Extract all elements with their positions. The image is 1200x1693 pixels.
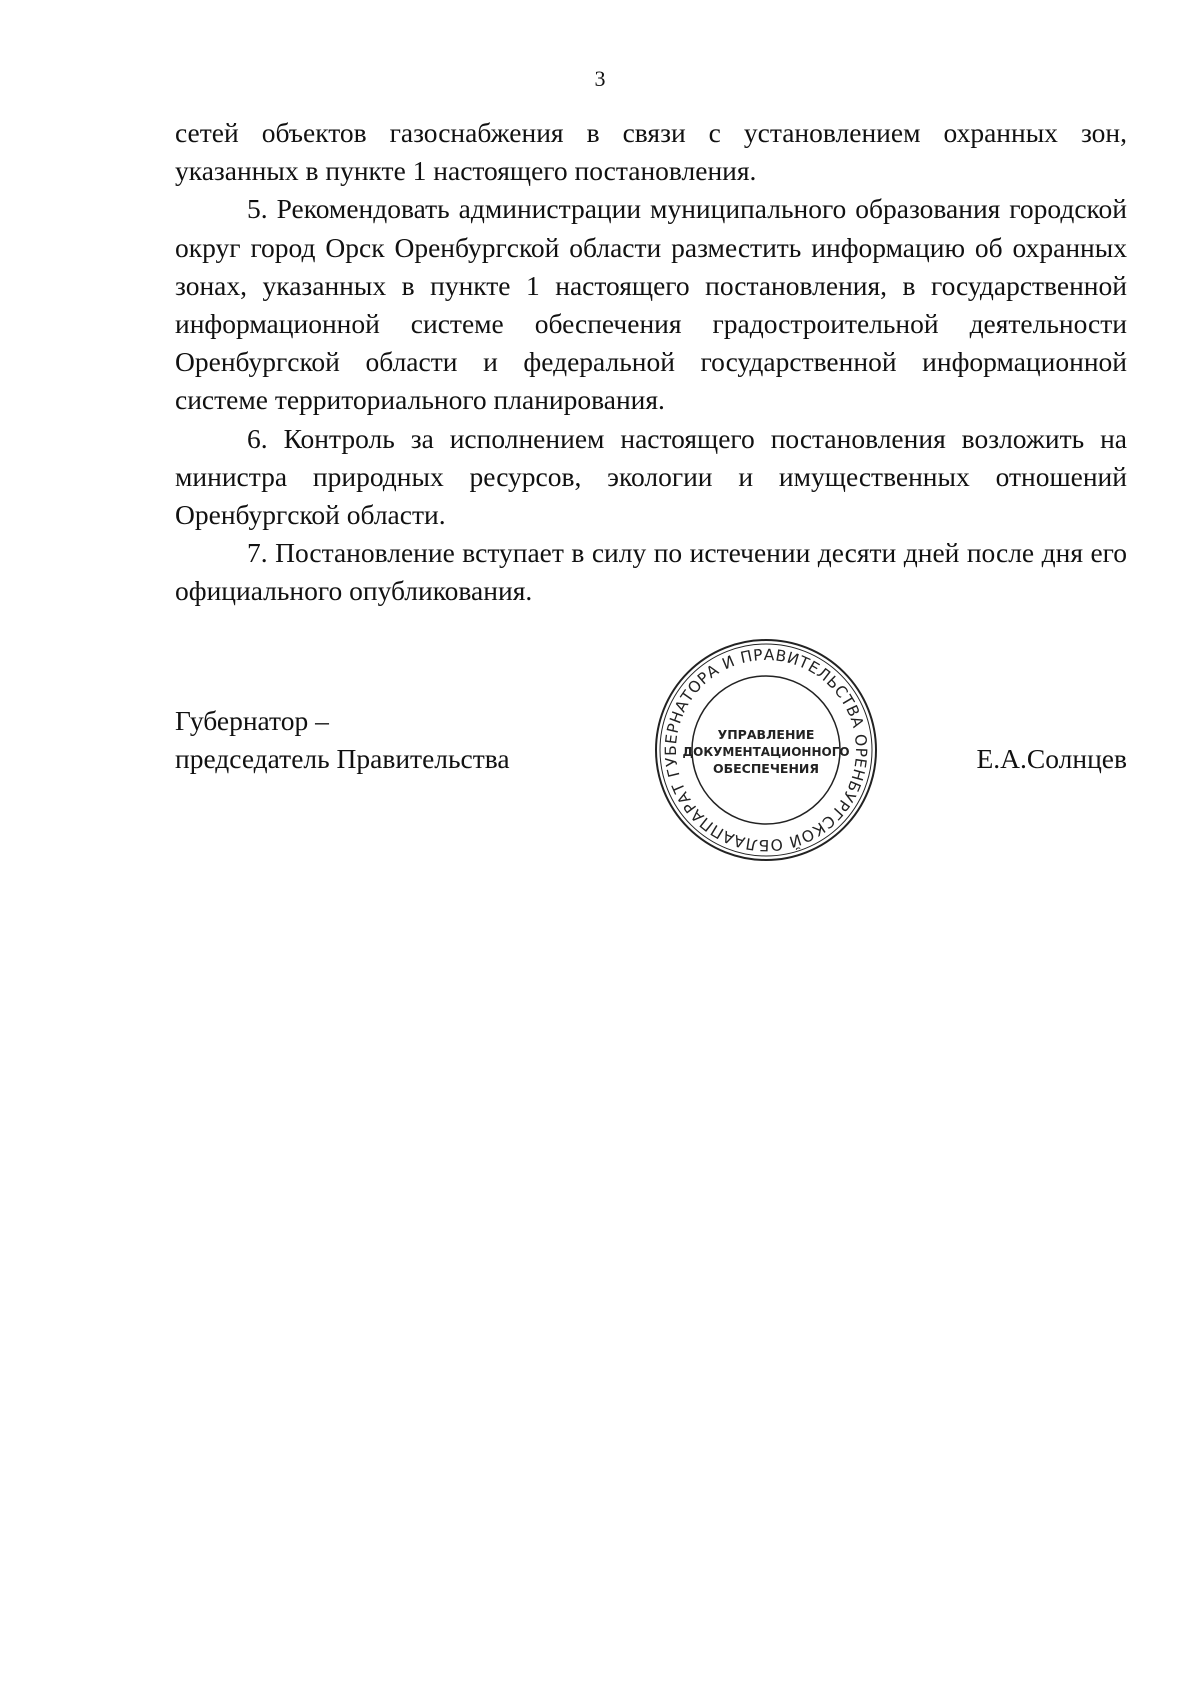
signatory-title-line-1: Губернатор – (175, 705, 329, 736)
signature-block (175, 702, 1127, 782)
page-number: 3 (594, 66, 606, 91)
signatory-title (175, 702, 510, 778)
official-seal-stamp (653, 637, 879, 863)
seal-center-line-1: УПРАВЛЕНИЕ (717, 727, 815, 742)
seal-center-line-2: ДОКУМЕНТАЦИОННОГО (682, 745, 850, 759)
signatory-title-line-2: председатель Правительства (175, 743, 510, 774)
signatory-name: Е.А.Солнцев (976, 743, 1127, 774)
paragraph-item-7: 7. Постановление вступает в силу по истечении десяти дней после дня его официального опубликования. (175, 537, 1127, 607)
seal-ring-text: АППАРАТ ГУБЕРНАТОРА И ПРАВИТЕЛЬСТВА ОРЕНБУРГСКОЙ ОБЛАСТИ (661, 645, 871, 855)
seal-graphic (653, 637, 879, 863)
paragraph-continuation: сетей объектов газоснабжения в связи с установлением охранных зон, указанных в пункте 1 настоящего постановления. (175, 117, 1127, 187)
paragraph-item-5: 5. Рекомендовать администрации муниципального образования городской округ город Орск Оренбургской области разместить информацию об охранных зонах, указанных в пункте 1 настоящего постановления, в государственной информационной системе обеспечения градостроительной деятельности Оренбургской области и федеральной государственной информационной системе территориального планирования. (175, 193, 1127, 416)
document-body (175, 114, 1127, 611)
paragraph-item-6: 6. Контроль за исполнением настоящего постановления возложить на министра природных ресурсов, экологии и имущественных отношений Оренбургской области. (175, 422, 1127, 531)
seal-center-line-3: ОБЕСПЕЧЕНИЯ (712, 761, 820, 776)
